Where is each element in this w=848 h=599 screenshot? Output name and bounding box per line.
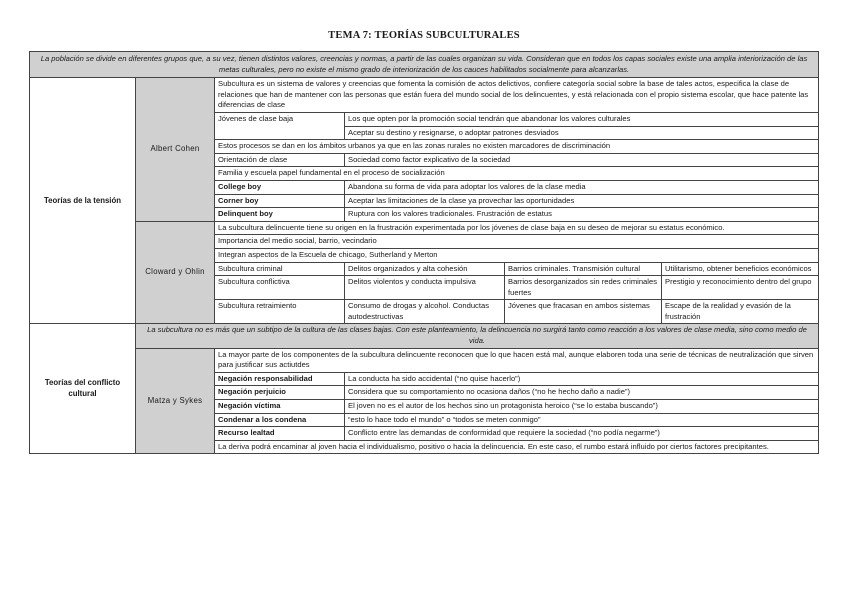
cohen-familia: Familia y escuela papel fundamental en el proceso de socialización xyxy=(215,167,819,181)
delinquent-label: Delinquent boy xyxy=(215,208,345,222)
responsabilidad-value: La conducta ha sido accidental (“no quise hacerlo”) xyxy=(345,372,819,386)
jovenes-label: Jóvenes de clase baja xyxy=(215,112,345,139)
retraimiento-c3: Escape de la realidad y evasión de la frustración xyxy=(662,300,819,324)
criminal-c2: Barrios criminales. Transmisión cultural xyxy=(505,262,662,276)
jovenes-option-1: Los que opten por la promoción social tendrán que abandonar los valores culturales xyxy=(345,112,819,126)
corner-label: Corner boy xyxy=(215,194,345,208)
jovenes-option-2: Aceptar su destino y resignarse, o adoptar patrones desviados xyxy=(345,126,819,140)
cloward-escuela: Integran aspectos de la Escuela de chicago, Sutherland y Merton xyxy=(215,248,819,262)
theory-conflicto-label: Teorías del conflicto cultural xyxy=(30,324,136,454)
cohen-urbanos: Estos procesos se dan en los ámbitos urbanos ya que en las zonas rurales no existen marcadores de discriminación xyxy=(215,140,819,154)
cloward-definition: La subcultura delincuente tiene su origen en la frustración experimentada por los jóvenes de clase baja en su deseo de mejorar su estatus económico. xyxy=(215,221,819,235)
author-cohen: Albert Cohen xyxy=(136,78,215,222)
lealtad-value: Conflicto entre las demandas de conformidad que requiere la sociedad (“no podía negarme”) xyxy=(345,427,819,441)
condenar-label: Condenar a los condena xyxy=(215,413,345,427)
perjuicio-label: Negación perjuicio xyxy=(215,386,345,400)
conflictiva-c2: Barrios desorganizados sin redes criminales fuertes xyxy=(505,276,662,300)
responsabilidad-label: Negación responsabilidad xyxy=(215,372,345,386)
conflictiva-c1: Delitos violentos y conducta impulsiva xyxy=(345,276,505,300)
author-matza: Matza y Sykes xyxy=(136,348,215,454)
table-row xyxy=(30,78,819,113)
corner-value: Aceptar las limitaciones de la clase ya provechar las oportunidades xyxy=(345,194,819,208)
victima-label: Negación víctima xyxy=(215,400,345,414)
conflictiva-label: Subcultura conflictiva xyxy=(215,276,345,300)
table-row xyxy=(30,348,819,372)
matza-deriva: La deriva podrá encaminar al joven hacia el individualismo, positivo o hacia la delincuencia. En este caso, el rumbo estará influido por ciertos factores precipitantes. xyxy=(215,440,819,454)
intro-text: La población se divide en diferentes grupos que, a su vez, tienen distintos valores, creencias y normas, a partir de las cuales organizan su vida. Consideran que en todos los capas sociales existe una amplia interiorización de las metas culturales, pero no existe el mismo grado de interiorización de los cauces habilitados socialmente para alcanzarlas. xyxy=(30,52,819,78)
orientacion-value: Sociedad como factor explicativo de la sociedad xyxy=(345,153,819,167)
table-row xyxy=(30,221,819,235)
matza-definition: La mayor parte de los componentes de la subcultura delincuente reconocen que lo que hacen está mal, aunque elaboren toda una serie de técnicas de neutralización que sirven para justificar sus actiutdes xyxy=(215,348,819,372)
criminal-label: Subcultura criminal xyxy=(215,262,345,276)
criminal-c3: Utilitarismo, obtener beneficios económicos xyxy=(662,262,819,276)
retraimiento-c1: Consumo de drogas y alcohol. Conductas autodestructivas xyxy=(345,300,505,324)
criminal-c1: Delitos organizados y alta cohesión xyxy=(345,262,505,276)
victima-value: El joven no es el autor de los hechos sino un protagonista heroico (“se lo estaba buscando”) xyxy=(345,400,819,414)
orientacion-label: Orientación de clase xyxy=(215,153,345,167)
content-table xyxy=(29,51,819,454)
author-cloward: Cloward y Ohlin xyxy=(136,221,215,324)
conflicto-note: La subcultura no es más que un subtipo de la cultura de las clases bajas. Con este planteamiento, la delincuencia no surgirá tanto como reacción a los valores de clase media, sino como medio de vida. xyxy=(136,324,819,348)
retraimiento-label: Subcultura retraimiento xyxy=(215,300,345,324)
delinquent-value: Ruptura con los valores tradicionales. Frustración de estatus xyxy=(345,208,819,222)
retraimiento-c2: Jóvenes que fracasan en ambos sistemas xyxy=(505,300,662,324)
college-value: Abandona su forma de vida para adoptar los valores de la clase media xyxy=(345,180,819,194)
perjuicio-value: Considera que su comportamiento no ocasiona daños (“no he hecho daño a nadie”) xyxy=(345,386,819,400)
cloward-medio: Importancia del medio social, barrio, vecindario xyxy=(215,235,819,249)
lealtad-label: Recurso lealtad xyxy=(215,427,345,441)
college-label: College boy xyxy=(215,180,345,194)
condenar-value: “esto lo hace todo el mundo” o “todos se meten conmigo” xyxy=(345,413,819,427)
intro-row xyxy=(30,52,819,78)
theory-tension-label: Teorías de la tensión xyxy=(30,78,136,324)
page-title: TEMA 7: TEORÍAS SUBCULTURALES xyxy=(328,30,520,41)
cohen-definition: Subcultura es un sistema de valores y creencias que fomenta la comisión de actos delictivos, confiere categoría social sobre la base de tales actos, especifica la clase de relaciones que han de mantener con las personas que están fuera del mundo social de los delincuentes, y está relacionada con el propio sistema escolar, que hace patente las diferencias de clase xyxy=(215,78,819,113)
conflictiva-c3: Prestigio y reconocimiento dentro del grupo xyxy=(662,276,819,300)
table-row xyxy=(30,324,819,348)
